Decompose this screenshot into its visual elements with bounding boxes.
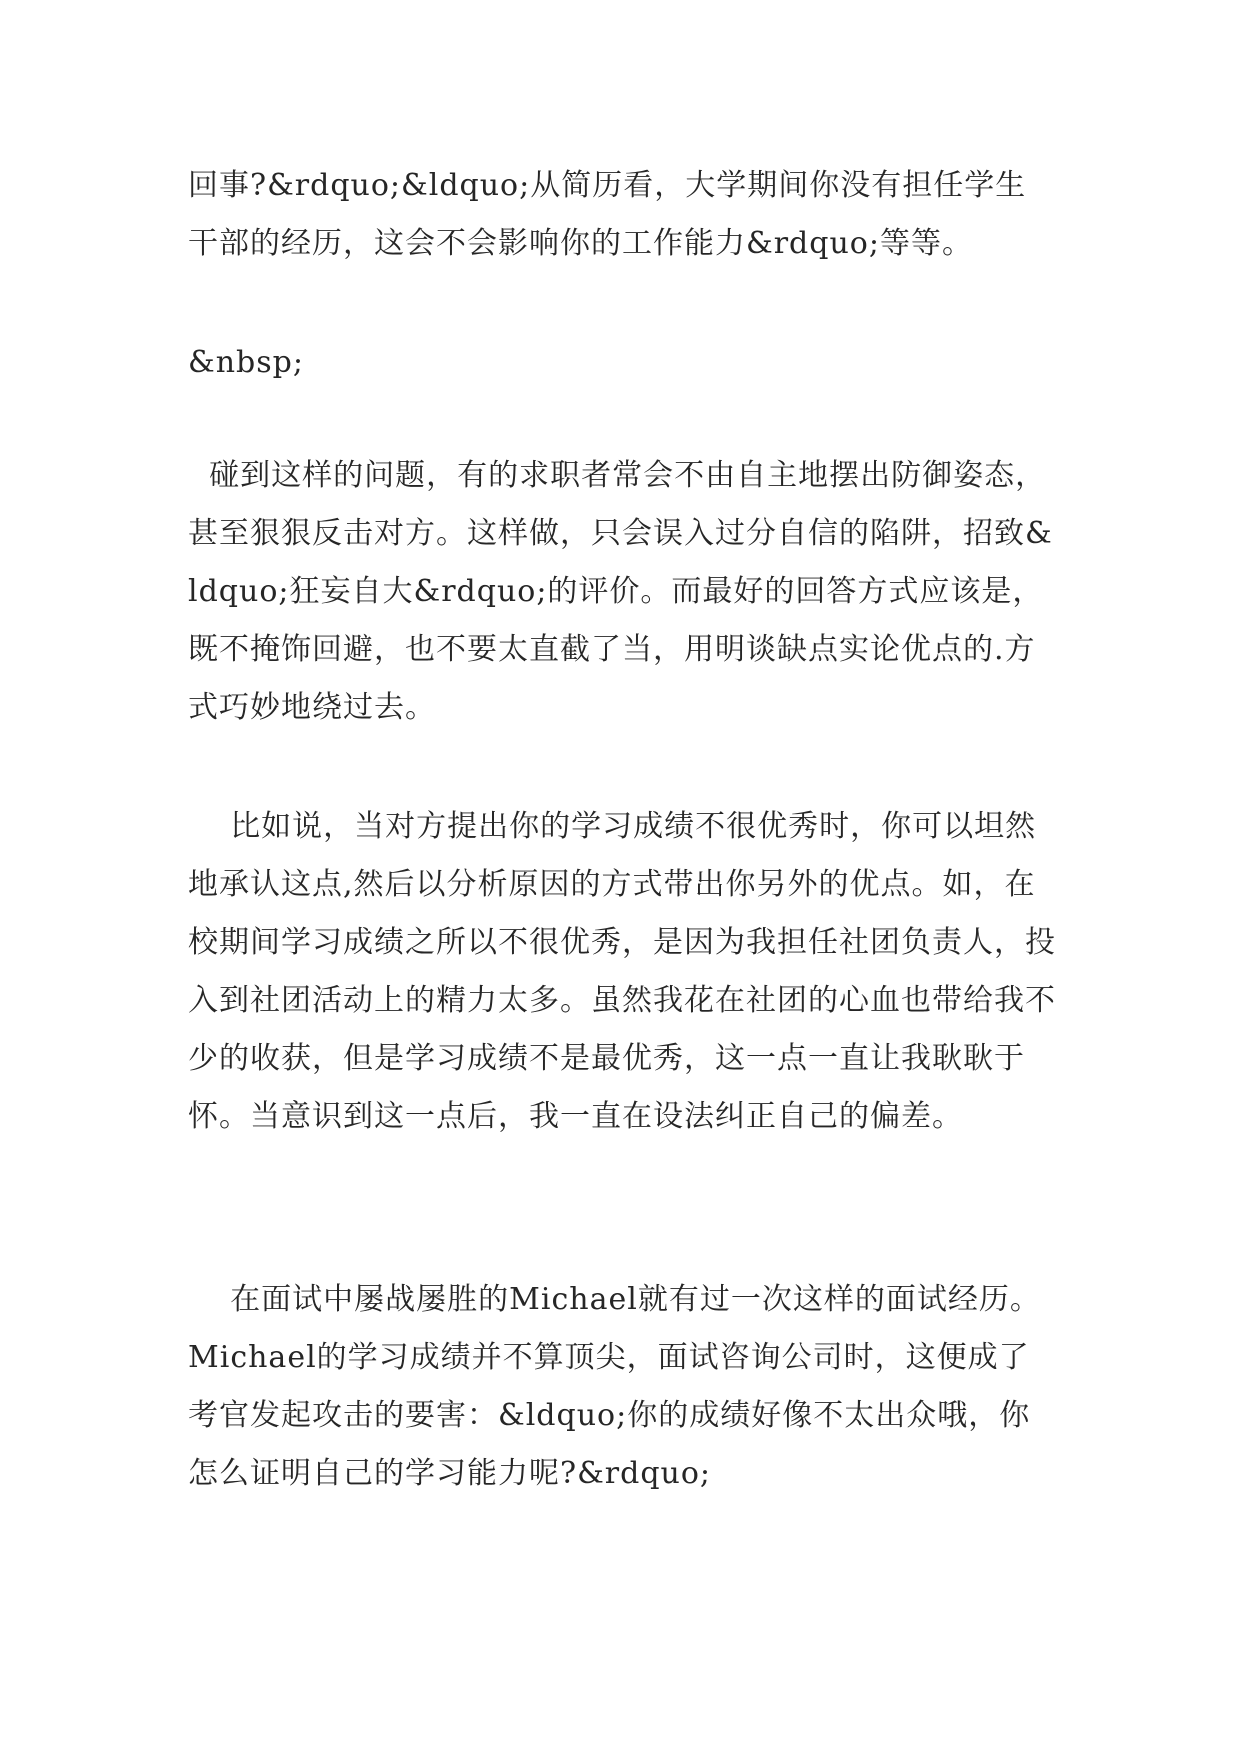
paragraph-defensive-posture: 碰到这样的问题，有的求职者常会不由自主地摆出防御姿态，甚至狠狠反击对方。这样做，只会误入过分自信的陷阱，招致&ldquo;狂妄自大&rdquo;的评价。而最好的回答方式应该是，既不掩饰回避，也不要太直截了当，用明谈缺点实论优点的.方式巧妙地绕过去。 — [188, 458, 1053, 725]
paragraph-example-grades: 比如说，当对方提出你的学习成绩不很优秀时，你可以坦然地承认这点,然后以分析原因的方式带出你另外的优点。如，在校期间学习成绩之所以不很优秀，是因为我担任社团负责人，投入到社团活动上的精力太多。虽然我花在社团的心血也带给我不少的收获，但是学习成绩不是最优秀，这一点一直让我耿耿于怀。当意识到这一点后，我一直在设法纠正自己的偏差。 — [188, 809, 1056, 1134]
paragraph-michael-story: 在面试中屡战屡胜的Michael就有过一次这样的面试经历。Michael的学习成绩并不算顶尖，面试咨询公司时，这便成了考官发起攻击的要害：&ldquo;你的成绩好像不太出众哦，你怎么证明自己的学习能力呢?&rdquo; — [188, 1282, 1041, 1491]
paragraph-nbsp: &nbsp; — [188, 345, 304, 380]
paragraph-continuation: 回事?&rdquo;&ldquo;从简历看，大学期间你没有担任学生干部的经历，这会不会影响你的工作能力&rdquo;等等。 — [188, 168, 1027, 261]
